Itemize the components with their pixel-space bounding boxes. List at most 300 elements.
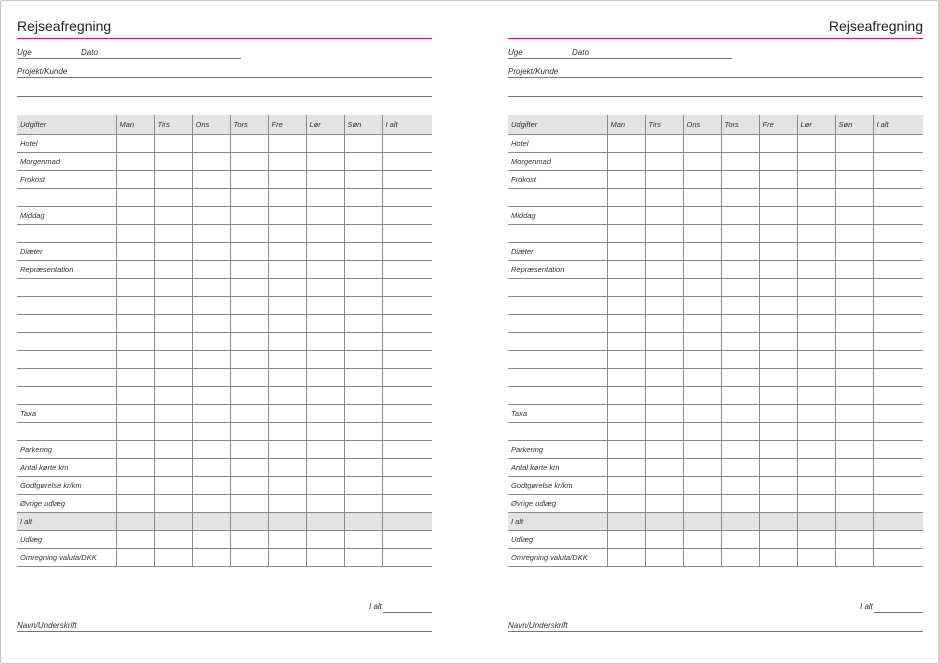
project-field[interactable] (508, 77, 923, 78)
expense-entry-cell[interactable] (645, 458, 683, 476)
expense-entry-cell[interactable] (382, 512, 432, 530)
expense-entry-cell[interactable] (873, 368, 923, 386)
expense-entry-cell[interactable] (683, 260, 721, 278)
expense-entry-cell[interactable] (382, 134, 432, 152)
expense-entry-cell[interactable] (192, 134, 230, 152)
expense-entry-cell[interactable] (154, 494, 192, 512)
expense-entry-cell[interactable] (683, 224, 721, 242)
expense-entry-cell[interactable] (835, 134, 873, 152)
expense-entry-cell[interactable] (607, 206, 645, 224)
expense-entry-cell[interactable] (192, 224, 230, 242)
expense-entry-cell[interactable] (154, 134, 192, 152)
expense-entry-cell[interactable] (645, 386, 683, 404)
expense-entry-cell[interactable] (607, 548, 645, 566)
expense-entry-cell[interactable] (645, 170, 683, 188)
expense-entry-cell[interactable] (116, 368, 154, 386)
expense-entry-cell[interactable] (797, 548, 835, 566)
project-field-line-2[interactable] (508, 96, 923, 97)
expense-entry-cell[interactable] (797, 152, 835, 170)
expense-entry-cell[interactable] (154, 386, 192, 404)
expense-entry-cell[interactable] (645, 476, 683, 494)
expense-entry-cell[interactable] (154, 404, 192, 422)
expense-entry-cell[interactable] (306, 494, 344, 512)
expense-entry-cell[interactable] (645, 530, 683, 548)
expense-entry-cell[interactable] (835, 440, 873, 458)
expense-entry-cell[interactable] (797, 242, 835, 260)
project-field-line-2[interactable] (17, 96, 432, 97)
expense-entry-cell[interactable] (154, 224, 192, 242)
expense-entry-cell[interactable] (759, 242, 797, 260)
expense-entry-cell[interactable] (230, 440, 268, 458)
expense-entry-cell[interactable] (797, 224, 835, 242)
expense-entry-cell[interactable] (835, 260, 873, 278)
expense-entry-cell[interactable] (344, 152, 382, 170)
expense-entry-cell[interactable] (645, 422, 683, 440)
expense-entry-cell[interactable] (382, 368, 432, 386)
expense-entry-cell[interactable] (721, 170, 759, 188)
expense-entry-cell[interactable] (344, 134, 382, 152)
expense-entry-cell[interactable] (116, 152, 154, 170)
expense-entry-cell[interactable] (192, 458, 230, 476)
expense-entry-cell[interactable] (607, 296, 645, 314)
expense-entry-cell[interactable] (230, 314, 268, 332)
expense-entry-cell[interactable] (683, 494, 721, 512)
expense-entry-cell[interactable] (154, 206, 192, 224)
expense-entry-cell[interactable] (759, 512, 797, 530)
expense-entry-cell[interactable] (835, 188, 873, 206)
expense-entry-cell[interactable] (721, 314, 759, 332)
expense-entry-cell[interactable] (192, 440, 230, 458)
expense-entry-cell[interactable] (382, 458, 432, 476)
expense-entry-cell[interactable] (268, 548, 306, 566)
expense-entry-cell[interactable] (721, 296, 759, 314)
expense-entry-cell[interactable] (344, 440, 382, 458)
expense-entry-cell[interactable] (116, 440, 154, 458)
expense-entry-cell[interactable] (873, 260, 923, 278)
expense-entry-cell[interactable] (306, 152, 344, 170)
expense-entry-cell[interactable] (154, 548, 192, 566)
expense-entry-cell[interactable] (192, 512, 230, 530)
expense-entry-cell[interactable] (306, 224, 344, 242)
expense-entry-cell[interactable] (268, 134, 306, 152)
expense-entry-cell[interactable] (645, 296, 683, 314)
expense-entry-cell[interactable] (835, 494, 873, 512)
expense-entry-cell[interactable] (645, 548, 683, 566)
expense-entry-cell[interactable] (268, 314, 306, 332)
expense-entry-cell[interactable] (835, 530, 873, 548)
expense-entry-cell[interactable] (268, 368, 306, 386)
expense-entry-cell[interactable] (873, 512, 923, 530)
expense-entry-cell[interactable] (192, 548, 230, 566)
expense-entry-cell[interactable] (268, 350, 306, 368)
expense-entry-cell[interactable] (873, 224, 923, 242)
expense-entry-cell[interactable] (683, 206, 721, 224)
expense-entry-cell[interactable] (268, 170, 306, 188)
signature-field[interactable] (508, 631, 923, 632)
expense-entry-cell[interactable] (230, 332, 268, 350)
expense-entry-cell[interactable] (192, 152, 230, 170)
expense-entry-cell[interactable] (230, 404, 268, 422)
expense-entry-cell[interactable] (154, 260, 192, 278)
expense-entry-cell[interactable] (721, 152, 759, 170)
expense-entry-cell[interactable] (759, 458, 797, 476)
expense-entry-cell[interactable] (306, 386, 344, 404)
expense-entry-cell[interactable] (230, 296, 268, 314)
expense-entry-cell[interactable] (192, 332, 230, 350)
expense-entry-cell[interactable] (683, 314, 721, 332)
expense-entry-cell[interactable] (154, 332, 192, 350)
expense-entry-cell[interactable] (683, 422, 721, 440)
expense-entry-cell[interactable] (645, 278, 683, 296)
expense-entry-cell[interactable] (759, 440, 797, 458)
expense-entry-cell[interactable] (116, 476, 154, 494)
expense-entry-cell[interactable] (344, 314, 382, 332)
expense-entry-cell[interactable] (116, 458, 154, 476)
expense-entry-cell[interactable] (306, 206, 344, 224)
expense-entry-cell[interactable] (683, 440, 721, 458)
expense-entry-cell[interactable] (268, 386, 306, 404)
expense-entry-cell[interactable] (721, 422, 759, 440)
expense-entry-cell[interactable] (116, 224, 154, 242)
expense-entry-cell[interactable] (607, 386, 645, 404)
expense-entry-cell[interactable] (116, 278, 154, 296)
expense-entry-cell[interactable] (344, 332, 382, 350)
expense-entry-cell[interactable] (268, 512, 306, 530)
expense-entry-cell[interactable] (268, 494, 306, 512)
expense-entry-cell[interactable] (721, 494, 759, 512)
expense-entry-cell[interactable] (306, 404, 344, 422)
expense-entry-cell[interactable] (344, 188, 382, 206)
expense-entry-cell[interactable] (382, 242, 432, 260)
expense-entry-cell[interactable] (607, 260, 645, 278)
expense-entry-cell[interactable] (759, 170, 797, 188)
expense-entry-cell[interactable] (306, 314, 344, 332)
expense-entry-cell[interactable] (607, 332, 645, 350)
expense-entry-cell[interactable] (797, 494, 835, 512)
expense-entry-cell[interactable] (873, 458, 923, 476)
expense-entry-cell[interactable] (607, 350, 645, 368)
expense-entry-cell[interactable] (192, 278, 230, 296)
expense-entry-cell[interactable] (873, 404, 923, 422)
expense-entry-cell[interactable] (344, 278, 382, 296)
expense-entry-cell[interactable] (607, 224, 645, 242)
expense-entry-cell[interactable] (721, 188, 759, 206)
expense-entry-cell[interactable] (192, 260, 230, 278)
expense-entry-cell[interactable] (607, 422, 645, 440)
expense-entry-cell[interactable] (797, 206, 835, 224)
expense-entry-cell[interactable] (797, 170, 835, 188)
expense-entry-cell[interactable] (154, 422, 192, 440)
expense-entry-cell[interactable] (116, 296, 154, 314)
expense-entry-cell[interactable] (607, 278, 645, 296)
signature-field[interactable] (17, 631, 432, 632)
expense-entry-cell[interactable] (683, 404, 721, 422)
expense-entry-cell[interactable] (873, 296, 923, 314)
expense-entry-cell[interactable] (154, 530, 192, 548)
expense-entry-cell[interactable] (344, 386, 382, 404)
expense-entry-cell[interactable] (116, 188, 154, 206)
expense-entry-cell[interactable] (835, 332, 873, 350)
expense-entry-cell[interactable] (721, 476, 759, 494)
expense-entry-cell[interactable] (645, 440, 683, 458)
expense-entry-cell[interactable] (835, 386, 873, 404)
expense-entry-cell[interactable] (192, 368, 230, 386)
expense-entry-cell[interactable] (835, 170, 873, 188)
expense-entry-cell[interactable] (873, 188, 923, 206)
expense-entry-cell[interactable] (797, 404, 835, 422)
expense-entry-cell[interactable] (230, 278, 268, 296)
expense-entry-cell[interactable] (683, 170, 721, 188)
expense-entry-cell[interactable] (344, 458, 382, 476)
expense-entry-cell[interactable] (873, 386, 923, 404)
expense-entry-cell[interactable] (344, 476, 382, 494)
expense-entry-cell[interactable] (116, 170, 154, 188)
expense-entry-cell[interactable] (230, 494, 268, 512)
expense-entry-cell[interactable] (759, 260, 797, 278)
expense-entry-cell[interactable] (306, 548, 344, 566)
expense-entry-cell[interactable] (759, 350, 797, 368)
expense-entry-cell[interactable] (382, 350, 432, 368)
expense-entry-cell[interactable] (382, 548, 432, 566)
expense-entry-cell[interactable] (797, 350, 835, 368)
expense-entry-cell[interactable] (645, 494, 683, 512)
expense-entry-cell[interactable] (344, 548, 382, 566)
expense-entry-cell[interactable] (797, 458, 835, 476)
expense-entry-cell[interactable] (683, 242, 721, 260)
expense-entry-cell[interactable] (230, 188, 268, 206)
expense-entry-cell[interactable] (306, 350, 344, 368)
expense-entry-cell[interactable] (344, 368, 382, 386)
expense-entry-cell[interactable] (797, 530, 835, 548)
expense-entry-cell[interactable] (721, 350, 759, 368)
expense-entry-cell[interactable] (759, 296, 797, 314)
expense-entry-cell[interactable] (645, 332, 683, 350)
expense-entry-cell[interactable] (873, 134, 923, 152)
expense-entry-cell[interactable] (721, 332, 759, 350)
expense-entry-cell[interactable] (683, 548, 721, 566)
expense-entry-cell[interactable] (797, 188, 835, 206)
expense-entry-cell[interactable] (721, 368, 759, 386)
week-date-field[interactable] (508, 58, 732, 59)
expense-entry-cell[interactable] (306, 368, 344, 386)
expense-entry-cell[interactable] (645, 512, 683, 530)
expense-entry-cell[interactable] (797, 440, 835, 458)
expense-entry-cell[interactable] (382, 494, 432, 512)
expense-entry-cell[interactable] (721, 242, 759, 260)
expense-entry-cell[interactable] (607, 134, 645, 152)
expense-entry-cell[interactable] (306, 278, 344, 296)
expense-entry-cell[interactable] (797, 260, 835, 278)
expense-entry-cell[interactable] (230, 170, 268, 188)
expense-entry-cell[interactable] (873, 350, 923, 368)
expense-entry-cell[interactable] (154, 440, 192, 458)
expense-entry-cell[interactable] (192, 530, 230, 548)
expense-entry-cell[interactable] (192, 242, 230, 260)
expense-entry-cell[interactable] (344, 494, 382, 512)
expense-entry-cell[interactable] (759, 494, 797, 512)
expense-entry-cell[interactable] (116, 350, 154, 368)
expense-entry-cell[interactable] (192, 404, 230, 422)
expense-entry-cell[interactable] (759, 368, 797, 386)
expense-entry-cell[interactable] (382, 440, 432, 458)
expense-entry-cell[interactable] (721, 224, 759, 242)
expense-entry-cell[interactable] (306, 134, 344, 152)
expense-entry-cell[interactable] (797, 134, 835, 152)
expense-entry-cell[interactable] (344, 350, 382, 368)
expense-entry-cell[interactable] (797, 332, 835, 350)
expense-entry-cell[interactable] (344, 170, 382, 188)
expense-entry-cell[interactable] (268, 260, 306, 278)
expense-entry-cell[interactable] (721, 278, 759, 296)
expense-entry-cell[interactable] (873, 242, 923, 260)
expense-entry-cell[interactable] (873, 278, 923, 296)
expense-entry-cell[interactable] (645, 188, 683, 206)
expense-entry-cell[interactable] (116, 494, 154, 512)
expense-entry-cell[interactable] (382, 206, 432, 224)
expense-entry-cell[interactable] (154, 368, 192, 386)
expense-entry-cell[interactable] (607, 512, 645, 530)
expense-entry-cell[interactable] (344, 512, 382, 530)
expense-entry-cell[interactable] (116, 242, 154, 260)
expense-entry-cell[interactable] (759, 188, 797, 206)
expense-entry-cell[interactable] (873, 314, 923, 332)
expense-entry-cell[interactable] (645, 206, 683, 224)
expense-entry-cell[interactable] (797, 296, 835, 314)
expense-entry-cell[interactable] (306, 296, 344, 314)
expense-entry-cell[interactable] (154, 350, 192, 368)
expense-entry-cell[interactable] (645, 224, 683, 242)
expense-entry-cell[interactable] (382, 170, 432, 188)
expense-entry-cell[interactable] (344, 260, 382, 278)
expense-entry-cell[interactable] (759, 548, 797, 566)
expense-entry-cell[interactable] (721, 404, 759, 422)
expense-entry-cell[interactable] (759, 134, 797, 152)
expense-entry-cell[interactable] (835, 278, 873, 296)
expense-entry-cell[interactable] (116, 206, 154, 224)
expense-entry-cell[interactable] (306, 530, 344, 548)
expense-entry-cell[interactable] (154, 314, 192, 332)
expense-entry-cell[interactable] (835, 152, 873, 170)
expense-entry-cell[interactable] (116, 404, 154, 422)
expense-entry-cell[interactable] (759, 278, 797, 296)
expense-entry-cell[interactable] (268, 458, 306, 476)
expense-entry-cell[interactable] (873, 332, 923, 350)
expense-entry-cell[interactable] (268, 152, 306, 170)
expense-entry-cell[interactable] (759, 206, 797, 224)
expense-entry-cell[interactable] (344, 404, 382, 422)
expense-entry-cell[interactable] (382, 332, 432, 350)
expense-entry-cell[interactable] (759, 476, 797, 494)
expense-entry-cell[interactable] (797, 386, 835, 404)
expense-entry-cell[interactable] (797, 368, 835, 386)
expense-entry-cell[interactable] (835, 242, 873, 260)
expense-entry-cell[interactable] (721, 260, 759, 278)
expense-entry-cell[interactable] (306, 242, 344, 260)
expense-entry-cell[interactable] (683, 512, 721, 530)
expense-entry-cell[interactable] (835, 512, 873, 530)
week-date-field[interactable] (17, 58, 241, 59)
expense-entry-cell[interactable] (344, 422, 382, 440)
expense-entry-cell[interactable] (268, 440, 306, 458)
total-field[interactable] (383, 612, 432, 613)
expense-entry-cell[interactable] (873, 422, 923, 440)
expense-entry-cell[interactable] (192, 494, 230, 512)
expense-entry-cell[interactable] (721, 206, 759, 224)
expense-entry-cell[interactable] (797, 422, 835, 440)
expense-entry-cell[interactable] (116, 422, 154, 440)
expense-entry-cell[interactable] (683, 350, 721, 368)
expense-entry-cell[interactable] (230, 512, 268, 530)
expense-entry-cell[interactable] (645, 242, 683, 260)
project-field[interactable] (17, 77, 432, 78)
expense-entry-cell[interactable] (192, 386, 230, 404)
expense-entry-cell[interactable] (607, 440, 645, 458)
expense-entry-cell[interactable] (268, 188, 306, 206)
expense-entry-cell[interactable] (873, 170, 923, 188)
expense-entry-cell[interactable] (645, 314, 683, 332)
expense-entry-cell[interactable] (116, 332, 154, 350)
expense-entry-cell[interactable] (116, 386, 154, 404)
expense-entry-cell[interactable] (230, 368, 268, 386)
expense-entry-cell[interactable] (645, 404, 683, 422)
expense-entry-cell[interactable] (154, 188, 192, 206)
expense-entry-cell[interactable] (721, 548, 759, 566)
expense-entry-cell[interactable] (835, 476, 873, 494)
expense-entry-cell[interactable] (683, 386, 721, 404)
expense-entry-cell[interactable] (306, 440, 344, 458)
expense-entry-cell[interactable] (116, 512, 154, 530)
total-field[interactable] (874, 612, 923, 613)
expense-entry-cell[interactable] (759, 530, 797, 548)
expense-entry-cell[interactable] (607, 188, 645, 206)
expense-entry-cell[interactable] (382, 188, 432, 206)
expense-entry-cell[interactable] (797, 476, 835, 494)
expense-entry-cell[interactable] (382, 278, 432, 296)
expense-entry-cell[interactable] (683, 278, 721, 296)
expense-entry-cell[interactable] (835, 224, 873, 242)
expense-entry-cell[interactable] (721, 512, 759, 530)
expense-entry-cell[interactable] (607, 368, 645, 386)
expense-entry-cell[interactable] (154, 278, 192, 296)
expense-entry-cell[interactable] (721, 134, 759, 152)
expense-entry-cell[interactable] (306, 332, 344, 350)
expense-entry-cell[interactable] (154, 458, 192, 476)
expense-entry-cell[interactable] (382, 386, 432, 404)
expense-entry-cell[interactable] (192, 296, 230, 314)
expense-entry-cell[interactable] (873, 440, 923, 458)
expense-entry-cell[interactable] (683, 296, 721, 314)
expense-entry-cell[interactable] (268, 296, 306, 314)
expense-entry-cell[interactable] (116, 134, 154, 152)
expense-entry-cell[interactable] (116, 260, 154, 278)
expense-entry-cell[interactable] (116, 530, 154, 548)
expense-entry-cell[interactable] (306, 476, 344, 494)
expense-entry-cell[interactable] (683, 368, 721, 386)
expense-entry-cell[interactable] (192, 314, 230, 332)
expense-entry-cell[interactable] (116, 314, 154, 332)
expense-entry-cell[interactable] (607, 494, 645, 512)
expense-entry-cell[interactable] (645, 368, 683, 386)
expense-entry-cell[interactable] (873, 494, 923, 512)
expense-entry-cell[interactable] (192, 476, 230, 494)
expense-entry-cell[interactable] (192, 350, 230, 368)
expense-entry-cell[interactable] (835, 548, 873, 566)
expense-entry-cell[interactable] (645, 350, 683, 368)
expense-entry-cell[interactable] (683, 188, 721, 206)
expense-entry-cell[interactable] (607, 530, 645, 548)
expense-entry-cell[interactable] (607, 170, 645, 188)
expense-entry-cell[interactable] (230, 530, 268, 548)
